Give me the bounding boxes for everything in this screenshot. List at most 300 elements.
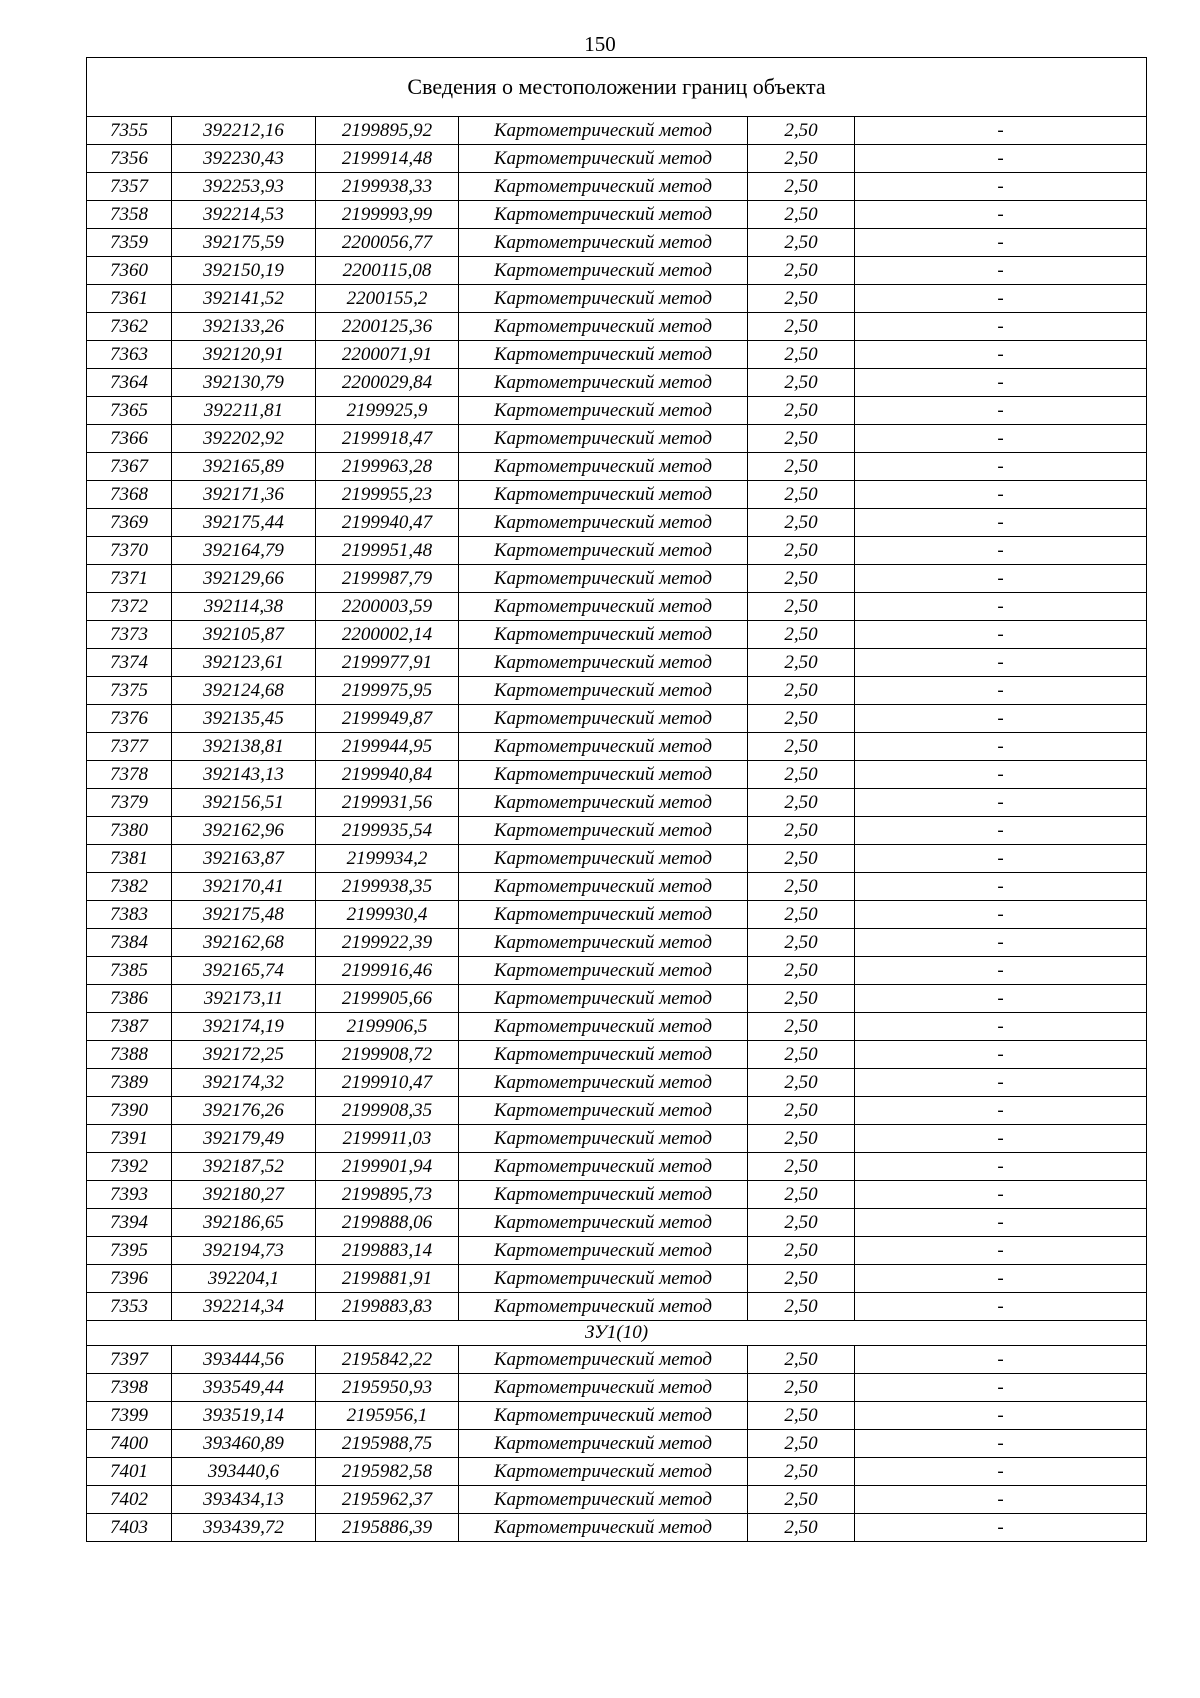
method-cell: Картометрический метод: [459, 313, 748, 341]
method-cell: Картометрический метод: [459, 537, 748, 565]
description-cell: -: [855, 313, 1147, 341]
table-title: Сведения о местоположении границ объекта: [87, 58, 1147, 117]
table-row: [87, 453, 1147, 481]
description-cell: -: [855, 173, 1147, 201]
method-cell: Картометрический метод: [459, 1069, 748, 1097]
description-cell: -: [855, 229, 1147, 257]
point-number-cell: 7367: [87, 453, 172, 481]
description-cell: -: [855, 537, 1147, 565]
table-row: [87, 817, 1147, 845]
description-cell: -: [855, 369, 1147, 397]
table-row: [87, 1402, 1147, 1430]
method-cell: Картометрический метод: [459, 257, 748, 285]
x-coordinate-cell: 392162,96: [172, 817, 316, 845]
table-row: [87, 369, 1147, 397]
accuracy-cell: 2,50: [748, 453, 855, 481]
accuracy-cell: 2,50: [748, 145, 855, 173]
method-cell: Картометрический метод: [459, 1374, 748, 1402]
y-coordinate-cell: 2199901,94: [316, 1153, 459, 1181]
accuracy-cell: 2,50: [748, 1097, 855, 1125]
accuracy-cell: 2,50: [748, 789, 855, 817]
y-coordinate-cell: 2199883,14: [316, 1237, 459, 1265]
y-coordinate-cell: 2195962,37: [316, 1486, 459, 1514]
description-cell: -: [855, 985, 1147, 1013]
accuracy-cell: 2,50: [748, 1293, 855, 1321]
table-row: [87, 1265, 1147, 1293]
table-row: [87, 1125, 1147, 1153]
y-coordinate-cell: 2199914,48: [316, 145, 459, 173]
y-coordinate-cell: 2199918,47: [316, 425, 459, 453]
description-cell: -: [855, 1430, 1147, 1458]
point-number-cell: 7374: [87, 649, 172, 677]
table-row: [87, 761, 1147, 789]
x-coordinate-cell: 392174,32: [172, 1069, 316, 1097]
table-row: [87, 705, 1147, 733]
point-number-cell: 7377: [87, 733, 172, 761]
point-number-cell: 7373: [87, 621, 172, 649]
point-number-cell: 7387: [87, 1013, 172, 1041]
description-cell: -: [855, 1402, 1147, 1430]
table-row: [87, 509, 1147, 537]
description-cell: -: [855, 1346, 1147, 1374]
table-row: [87, 789, 1147, 817]
point-number-cell: 7357: [87, 173, 172, 201]
x-coordinate-cell: 393549,44: [172, 1374, 316, 1402]
method-cell: Картометрический метод: [459, 845, 748, 873]
description-cell: -: [855, 901, 1147, 929]
x-coordinate-cell: 392138,81: [172, 733, 316, 761]
table-row: [87, 1346, 1147, 1374]
table-row: [87, 1486, 1147, 1514]
y-coordinate-cell: 2199938,33: [316, 173, 459, 201]
point-number-cell: 7382: [87, 873, 172, 901]
x-coordinate-cell: 393460,89: [172, 1430, 316, 1458]
section-label: ЗУ1(10): [87, 1321, 1147, 1346]
accuracy-cell: 2,50: [748, 341, 855, 369]
y-coordinate-cell: 2195950,93: [316, 1374, 459, 1402]
point-number-cell: 7356: [87, 145, 172, 173]
x-coordinate-cell: 392230,43: [172, 145, 316, 173]
x-coordinate-cell: 392212,16: [172, 117, 316, 145]
description-cell: -: [855, 873, 1147, 901]
x-coordinate-cell: 392165,89: [172, 453, 316, 481]
description-cell: -: [855, 649, 1147, 677]
method-cell: Картометрический метод: [459, 509, 748, 537]
method-cell: Картометрический метод: [459, 145, 748, 173]
description-cell: -: [855, 1374, 1147, 1402]
point-number-cell: 7376: [87, 705, 172, 733]
table-row: [87, 201, 1147, 229]
description-cell: -: [855, 677, 1147, 705]
description-cell: -: [855, 201, 1147, 229]
point-number-cell: 7366: [87, 425, 172, 453]
table-row: [87, 873, 1147, 901]
accuracy-cell: 2,50: [748, 593, 855, 621]
accuracy-cell: 2,50: [748, 621, 855, 649]
accuracy-cell: 2,50: [748, 677, 855, 705]
y-coordinate-cell: 2199949,87: [316, 705, 459, 733]
y-coordinate-cell: 2199888,06: [316, 1209, 459, 1237]
description-cell: -: [855, 1041, 1147, 1069]
description-cell: -: [855, 621, 1147, 649]
x-coordinate-cell: 392173,11: [172, 985, 316, 1013]
table-row: [87, 229, 1147, 257]
method-cell: Картометрический метод: [459, 1237, 748, 1265]
table-row: [87, 313, 1147, 341]
table-row: [87, 957, 1147, 985]
method-cell: Картометрический метод: [459, 789, 748, 817]
table-row: [87, 901, 1147, 929]
point-number-cell: 7396: [87, 1265, 172, 1293]
accuracy-cell: 2,50: [748, 1430, 855, 1458]
y-coordinate-cell: 2199881,91: [316, 1265, 459, 1293]
x-coordinate-cell: 392170,41: [172, 873, 316, 901]
accuracy-cell: 2,50: [748, 201, 855, 229]
y-coordinate-cell: 2199906,5: [316, 1013, 459, 1041]
table-row: [87, 117, 1147, 145]
y-coordinate-cell: 2199895,73: [316, 1181, 459, 1209]
accuracy-cell: 2,50: [748, 1486, 855, 1514]
x-coordinate-cell: 392214,53: [172, 201, 316, 229]
table-row: [87, 621, 1147, 649]
y-coordinate-cell: 2195988,75: [316, 1430, 459, 1458]
table-row: [87, 1458, 1147, 1486]
method-cell: Картометрический метод: [459, 229, 748, 257]
description-cell: -: [855, 929, 1147, 957]
accuracy-cell: 2,50: [748, 257, 855, 285]
section-header-row: [87, 1321, 1147, 1346]
x-coordinate-cell: 392150,19: [172, 257, 316, 285]
description-cell: -: [855, 397, 1147, 425]
y-coordinate-cell: 2199993,99: [316, 201, 459, 229]
accuracy-cell: 2,50: [748, 817, 855, 845]
method-cell: Картометрический метод: [459, 341, 748, 369]
description-cell: -: [855, 425, 1147, 453]
point-number-cell: 7389: [87, 1069, 172, 1097]
method-cell: Картометрический метод: [459, 1265, 748, 1293]
x-coordinate-cell: 392211,81: [172, 397, 316, 425]
description-cell: -: [855, 565, 1147, 593]
accuracy-cell: 2,50: [748, 1013, 855, 1041]
method-cell: Картометрический метод: [459, 397, 748, 425]
accuracy-cell: 2,50: [748, 313, 855, 341]
y-coordinate-cell: 2200115,08: [316, 257, 459, 285]
accuracy-cell: 2,50: [748, 705, 855, 733]
y-coordinate-cell: 2199895,92: [316, 117, 459, 145]
table-row: [87, 397, 1147, 425]
table-row: [87, 481, 1147, 509]
y-coordinate-cell: 2200003,59: [316, 593, 459, 621]
method-cell: Картометрический метод: [459, 285, 748, 313]
x-coordinate-cell: 392141,52: [172, 285, 316, 313]
description-cell: -: [855, 1265, 1147, 1293]
accuracy-cell: 2,50: [748, 397, 855, 425]
y-coordinate-cell: 2199925,9: [316, 397, 459, 425]
point-number-cell: 7355: [87, 117, 172, 145]
description-cell: -: [855, 1514, 1147, 1542]
description-cell: -: [855, 1013, 1147, 1041]
point-number-cell: 7395: [87, 1237, 172, 1265]
accuracy-cell: 2,50: [748, 1402, 855, 1430]
point-number-cell: 7371: [87, 565, 172, 593]
method-cell: Картометрический метод: [459, 1346, 748, 1374]
description-cell: -: [855, 257, 1147, 285]
y-coordinate-cell: 2199955,23: [316, 481, 459, 509]
description-cell: -: [855, 1237, 1147, 1265]
table-row: [87, 1514, 1147, 1542]
x-coordinate-cell: 392176,26: [172, 1097, 316, 1125]
table-row: [87, 1041, 1147, 1069]
table-row: [87, 1237, 1147, 1265]
accuracy-cell: 2,50: [748, 1458, 855, 1486]
method-cell: Картометрический метод: [459, 1153, 748, 1181]
x-coordinate-cell: 392143,13: [172, 761, 316, 789]
x-coordinate-cell: 392175,59: [172, 229, 316, 257]
point-number-cell: 7358: [87, 201, 172, 229]
x-coordinate-cell: 392130,79: [172, 369, 316, 397]
description-cell: -: [855, 1125, 1147, 1153]
method-cell: Картометрический метод: [459, 565, 748, 593]
method-cell: Картометрический метод: [459, 817, 748, 845]
method-cell: Картометрический метод: [459, 873, 748, 901]
accuracy-cell: 2,50: [748, 957, 855, 985]
accuracy-cell: 2,50: [748, 425, 855, 453]
description-cell: -: [855, 1293, 1147, 1321]
x-coordinate-cell: 392165,74: [172, 957, 316, 985]
accuracy-cell: 2,50: [748, 1514, 855, 1542]
point-number-cell: 7400: [87, 1430, 172, 1458]
point-number-cell: 7381: [87, 845, 172, 873]
accuracy-cell: 2,50: [748, 481, 855, 509]
accuracy-cell: 2,50: [748, 985, 855, 1013]
y-coordinate-cell: 2199938,35: [316, 873, 459, 901]
method-cell: Картометрический метод: [459, 369, 748, 397]
description-cell: -: [855, 593, 1147, 621]
x-coordinate-cell: 392202,92: [172, 425, 316, 453]
accuracy-cell: 2,50: [748, 229, 855, 257]
point-number-cell: 7399: [87, 1402, 172, 1430]
point-number-cell: 7380: [87, 817, 172, 845]
method-cell: Картометрический метод: [459, 985, 748, 1013]
accuracy-cell: 2,50: [748, 1153, 855, 1181]
point-number-cell: 7364: [87, 369, 172, 397]
method-cell: Картометрический метод: [459, 1097, 748, 1125]
method-cell: Картометрический метод: [459, 453, 748, 481]
accuracy-cell: 2,50: [748, 649, 855, 677]
accuracy-cell: 2,50: [748, 565, 855, 593]
method-cell: Картометрический метод: [459, 1209, 748, 1237]
x-coordinate-cell: 392124,68: [172, 677, 316, 705]
y-coordinate-cell: 2195886,39: [316, 1514, 459, 1542]
accuracy-cell: 2,50: [748, 285, 855, 313]
x-coordinate-cell: 392163,87: [172, 845, 316, 873]
method-cell: Картометрический метод: [459, 117, 748, 145]
accuracy-cell: 2,50: [748, 1181, 855, 1209]
point-number-cell: 7391: [87, 1125, 172, 1153]
x-coordinate-cell: 392129,66: [172, 565, 316, 593]
description-cell: -: [855, 1209, 1147, 1237]
x-coordinate-cell: 392253,93: [172, 173, 316, 201]
accuracy-cell: 2,50: [748, 845, 855, 873]
x-coordinate-cell: 392164,79: [172, 537, 316, 565]
table-row: [87, 565, 1147, 593]
accuracy-cell: 2,50: [748, 901, 855, 929]
x-coordinate-cell: 392120,91: [172, 341, 316, 369]
y-coordinate-cell: 2199916,46: [316, 957, 459, 985]
x-coordinate-cell: 392135,45: [172, 705, 316, 733]
y-coordinate-cell: 2199940,47: [316, 509, 459, 537]
accuracy-cell: 2,50: [748, 733, 855, 761]
method-cell: Картометрический метод: [459, 1514, 748, 1542]
description-cell: -: [855, 845, 1147, 873]
point-number-cell: 7368: [87, 481, 172, 509]
y-coordinate-cell: 2199975,95: [316, 677, 459, 705]
point-number-cell: 7353: [87, 1293, 172, 1321]
table-row: [87, 257, 1147, 285]
method-cell: Картометрический метод: [459, 1013, 748, 1041]
description-cell: -: [855, 145, 1147, 173]
x-coordinate-cell: 393519,14: [172, 1402, 316, 1430]
point-number-cell: 7385: [87, 957, 172, 985]
accuracy-cell: 2,50: [748, 761, 855, 789]
point-number-cell: 7386: [87, 985, 172, 1013]
y-coordinate-cell: 2199930,4: [316, 901, 459, 929]
point-number-cell: 7392: [87, 1153, 172, 1181]
y-coordinate-cell: 2200155,2: [316, 285, 459, 313]
y-coordinate-cell: 2199908,72: [316, 1041, 459, 1069]
x-coordinate-cell: 392175,44: [172, 509, 316, 537]
description-cell: -: [855, 733, 1147, 761]
accuracy-cell: 2,50: [748, 1209, 855, 1237]
method-cell: Картометрический метод: [459, 1293, 748, 1321]
method-cell: Картометрический метод: [459, 621, 748, 649]
description-cell: -: [855, 1486, 1147, 1514]
y-coordinate-cell: 2200002,14: [316, 621, 459, 649]
y-coordinate-cell: 2200125,36: [316, 313, 459, 341]
table-row: [87, 649, 1147, 677]
table-row: [87, 845, 1147, 873]
y-coordinate-cell: 2199940,84: [316, 761, 459, 789]
point-number-cell: 7379: [87, 789, 172, 817]
point-number-cell: 7363: [87, 341, 172, 369]
description-cell: -: [855, 341, 1147, 369]
method-cell: Картометрический метод: [459, 593, 748, 621]
accuracy-cell: 2,50: [748, 1069, 855, 1097]
method-cell: Картометрический метод: [459, 677, 748, 705]
description-cell: -: [855, 817, 1147, 845]
accuracy-cell: 2,50: [748, 537, 855, 565]
point-number-cell: 7398: [87, 1374, 172, 1402]
description-cell: -: [855, 1097, 1147, 1125]
x-coordinate-cell: 392171,36: [172, 481, 316, 509]
table-row: [87, 285, 1147, 313]
point-number-cell: 7362: [87, 313, 172, 341]
y-coordinate-cell: 2199931,56: [316, 789, 459, 817]
x-coordinate-cell: 392187,52: [172, 1153, 316, 1181]
x-coordinate-cell: 392180,27: [172, 1181, 316, 1209]
y-coordinate-cell: 2199935,54: [316, 817, 459, 845]
point-number-cell: 7361: [87, 285, 172, 313]
table-row: [87, 929, 1147, 957]
x-coordinate-cell: 392214,34: [172, 1293, 316, 1321]
y-coordinate-cell: 2195956,1: [316, 1402, 459, 1430]
accuracy-cell: 2,50: [748, 369, 855, 397]
description-cell: -: [855, 1181, 1147, 1209]
x-coordinate-cell: 392175,48: [172, 901, 316, 929]
x-coordinate-cell: 392204,1: [172, 1265, 316, 1293]
y-coordinate-cell: 2195842,22: [316, 1346, 459, 1374]
description-cell: -: [855, 453, 1147, 481]
point-number-cell: 7390: [87, 1097, 172, 1125]
method-cell: Картометрический метод: [459, 1125, 748, 1153]
y-coordinate-cell: 2199944,95: [316, 733, 459, 761]
method-cell: Картометрический метод: [459, 425, 748, 453]
x-coordinate-cell: 393439,72: [172, 1514, 316, 1542]
x-coordinate-cell: 393440,6: [172, 1458, 316, 1486]
table-row: [87, 1293, 1147, 1321]
x-coordinate-cell: 392156,51: [172, 789, 316, 817]
method-cell: Картометрический метод: [459, 957, 748, 985]
y-coordinate-cell: 2200071,91: [316, 341, 459, 369]
table-row: [87, 341, 1147, 369]
table-row: [87, 1069, 1147, 1097]
accuracy-cell: 2,50: [748, 929, 855, 957]
accuracy-cell: 2,50: [748, 873, 855, 901]
point-number-cell: 7369: [87, 509, 172, 537]
point-number-cell: 7370: [87, 537, 172, 565]
method-cell: Картометрический метод: [459, 1041, 748, 1069]
method-cell: Картометрический метод: [459, 733, 748, 761]
accuracy-cell: 2,50: [748, 1237, 855, 1265]
table-row: [87, 145, 1147, 173]
table-row: [87, 1430, 1147, 1458]
y-coordinate-cell: 2199911,03: [316, 1125, 459, 1153]
table-row: [87, 1209, 1147, 1237]
boundary-table-body: [87, 58, 1147, 1542]
description-cell: -: [855, 285, 1147, 313]
point-number-cell: 7360: [87, 257, 172, 285]
table-row: [87, 677, 1147, 705]
point-number-cell: 7359: [87, 229, 172, 257]
y-coordinate-cell: 2199883,83: [316, 1293, 459, 1321]
table-row: [87, 733, 1147, 761]
page-number: 150: [584, 32, 616, 56]
x-coordinate-cell: 392114,38: [172, 593, 316, 621]
x-coordinate-cell: 393444,56: [172, 1346, 316, 1374]
accuracy-cell: 2,50: [748, 1265, 855, 1293]
method-cell: Картометрический метод: [459, 901, 748, 929]
accuracy-cell: 2,50: [748, 1374, 855, 1402]
table-row: [87, 1181, 1147, 1209]
description-cell: -: [855, 1069, 1147, 1097]
x-coordinate-cell: 392123,61: [172, 649, 316, 677]
y-coordinate-cell: 2200056,77: [316, 229, 459, 257]
table-row: [87, 1153, 1147, 1181]
boundary-table-container: [86, 57, 1146, 1542]
description-cell: -: [855, 789, 1147, 817]
y-coordinate-cell: 2199963,28: [316, 453, 459, 481]
x-coordinate-cell: 392162,68: [172, 929, 316, 957]
x-coordinate-cell: 392105,87: [172, 621, 316, 649]
table-row: [87, 537, 1147, 565]
description-cell: -: [855, 117, 1147, 145]
table-row: [87, 1013, 1147, 1041]
method-cell: Картометрический метод: [459, 761, 748, 789]
description-cell: -: [855, 1153, 1147, 1181]
table-row: [87, 425, 1147, 453]
point-number-cell: 7365: [87, 397, 172, 425]
point-number-cell: 7394: [87, 1209, 172, 1237]
